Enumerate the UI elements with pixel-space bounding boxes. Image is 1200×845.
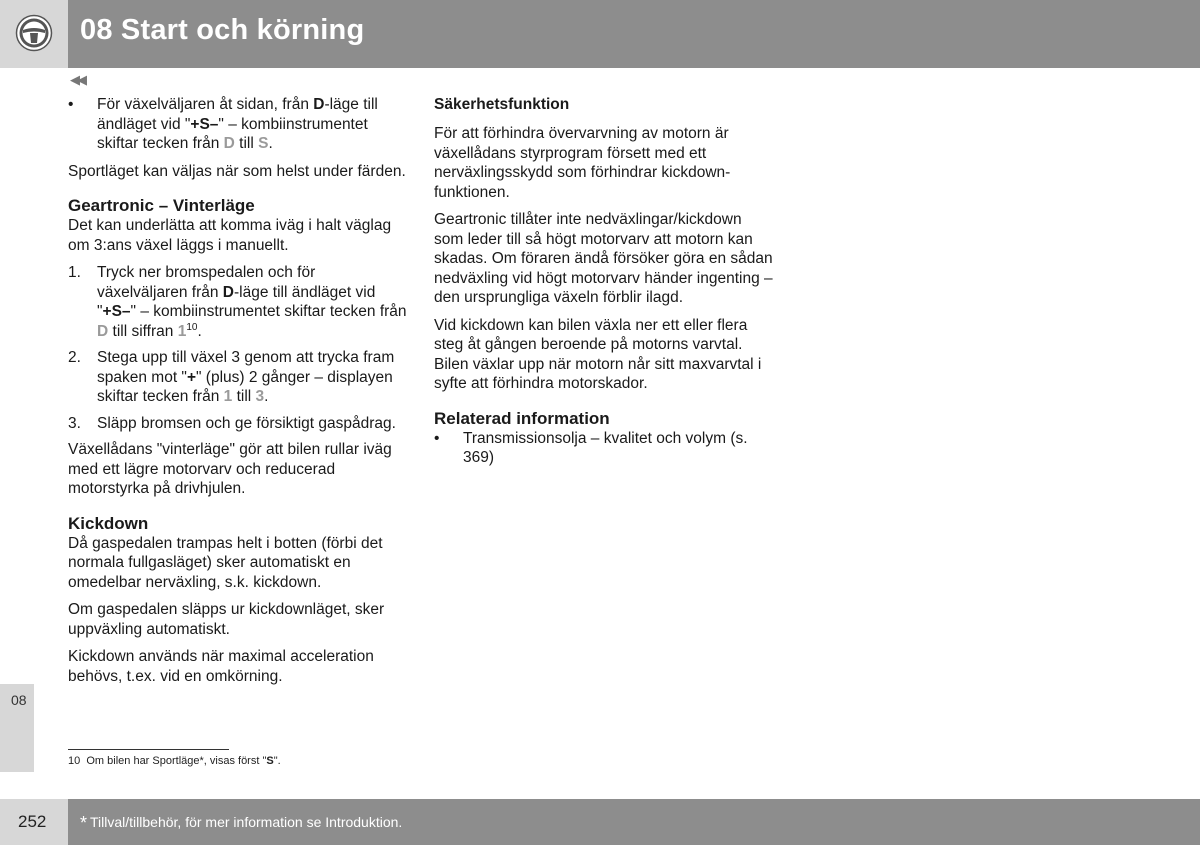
step-number: 2.	[68, 349, 81, 366]
safety-paragraph-2: Geartronic tillåter inte nedväxlingar/kickdown som leder till så högt motorvarv att motorn kan skadas. Om föraren ändå försöker göra en sådan nedväxling vid högt motorvarv händer ingenting – den ursprungliga växeln förblir ilagd.	[434, 211, 773, 306]
list-item	[68, 95, 408, 154]
footnote-number: 10	[68, 755, 81, 767]
sport-paragraph: Sportläget kan väljas när som helst under färden.	[68, 162, 406, 180]
optional-marker: *	[199, 755, 204, 767]
chapter-side-tab-label: 08	[11, 692, 27, 708]
winter-intro: Det kan underlätta att komma iväg i halt väglag om 3:ans växel läggs i manuellt.	[68, 217, 392, 254]
text: .	[268, 135, 273, 152]
section-heading-related: Relaterad information	[434, 408, 610, 428]
footnote-ref[interactable]: 10	[186, 321, 198, 333]
continued-from-previous-icon: ◀◀	[70, 72, 84, 87]
winter-outro: Växellådans "vinterläge" gör att bilen rullar iväg med ett lägre motorvarv och reducerad motorstyrka på drivhjulen.	[68, 441, 392, 497]
numbered-step	[68, 348, 408, 407]
display-symbol: S	[258, 135, 269, 152]
page-footer	[0, 799, 1200, 845]
page-header	[0, 0, 1200, 68]
step-number: 3.	[68, 414, 81, 432]
text: till	[232, 388, 256, 405]
text: Stega upp till växel 3 genom att trycka fram spaken mot "	[97, 349, 395, 386]
section-heading-safety: Säkerhetsfunktion	[434, 96, 570, 113]
gear-symbol: D	[313, 96, 325, 113]
text: .	[264, 388, 269, 405]
related-link-item[interactable]	[434, 429, 774, 468]
optional-marker: *	[80, 813, 88, 833]
text: -läge till ändläget vid "	[97, 283, 376, 320]
footer-note-text: Tillval/tillbehör, för mer information se Introduktion.	[90, 814, 403, 830]
text: " – kombiinstrumentet skiftar tecken från	[97, 115, 368, 152]
step-number: 1.	[68, 264, 81, 281]
text: " (plus) 2 gånger – displayen skiftar tecken från	[97, 368, 393, 405]
left-column	[68, 95, 408, 694]
section-heading-kickdown: Kickdown	[68, 513, 149, 533]
gear-symbol: +S–	[190, 115, 219, 133]
display-symbol: 1	[177, 322, 187, 340]
footer-note	[80, 813, 402, 834]
text: till siffran	[108, 322, 178, 340]
kickdown-paragraph-2: Om gaspedalen släpps ur kickdownläget, sker uppväxling automatiskt.	[68, 601, 385, 638]
section-heading-winter: Geartronic – Vinterläge	[68, 196, 255, 215]
bullet-icon: •	[434, 429, 440, 447]
gear-symbol: S	[266, 755, 274, 767]
footnote	[68, 755, 281, 767]
numbered-step	[68, 414, 408, 434]
text: Om bilen har Sportläge	[86, 755, 200, 767]
display-symbol: 3	[255, 388, 265, 405]
display-symbol: D	[223, 135, 235, 152]
kickdown-paragraph-3: Kickdown används när maximal acceleration behövs, t.ex. vid en omkörning.	[68, 648, 374, 685]
text: Tryck ner bromspedalen och för växelväljaren från	[97, 264, 316, 301]
text: För växelväljaren åt sidan, från	[97, 96, 314, 113]
text: " – kombiinstrumentet skiftar tecken från	[130, 303, 407, 320]
safety-paragraph-1: För att förhindra övervarvning av motorn är växellådans styrprogram försett med ett nerväxlingsskydd som förhindrar kickdown-funktionen.	[434, 125, 731, 201]
safety-paragraph-3: Vid kickdown kan bilen växla ner ett eller flera steg åt gången beroende på motorns varvtal. Bilen växlar upp när motorn når sitt maxvarvtal i syfte att förhindra motorskador.	[434, 316, 762, 392]
text: ".	[273, 755, 281, 767]
text: -läge till ändläget vid "	[97, 96, 378, 133]
steering-wheel-icon	[15, 14, 53, 52]
display-symbol: D	[97, 322, 109, 340]
display-symbol: 1	[223, 388, 233, 405]
header-logo-box	[0, 0, 68, 68]
gear-symbol: +	[186, 368, 196, 386]
gear-symbol: D	[222, 283, 234, 301]
page-number: 252	[18, 812, 47, 831]
text: , visas först "	[203, 755, 267, 767]
chapter-title: 08 Start och körning	[80, 14, 365, 46]
right-column	[434, 95, 774, 476]
footnote-divider	[68, 749, 229, 750]
bullet-icon: •	[68, 96, 74, 113]
text: Släpp bromsen och ge försiktigt gaspådrag.	[97, 414, 396, 432]
related-link[interactable]: Transmissionsolja – kvalitet och volym (s. 369)	[463, 429, 748, 466]
gear-symbol: +S–	[102, 303, 131, 320]
text: till	[234, 135, 259, 152]
kickdown-paragraph-1: Då gaspedalen trampas helt i botten (förbi det normala fullgasläget) sker automatiskt en omedelbar nerväxling, s.k. kickdown.	[68, 534, 383, 591]
numbered-step	[68, 263, 408, 341]
text: .	[197, 322, 202, 340]
